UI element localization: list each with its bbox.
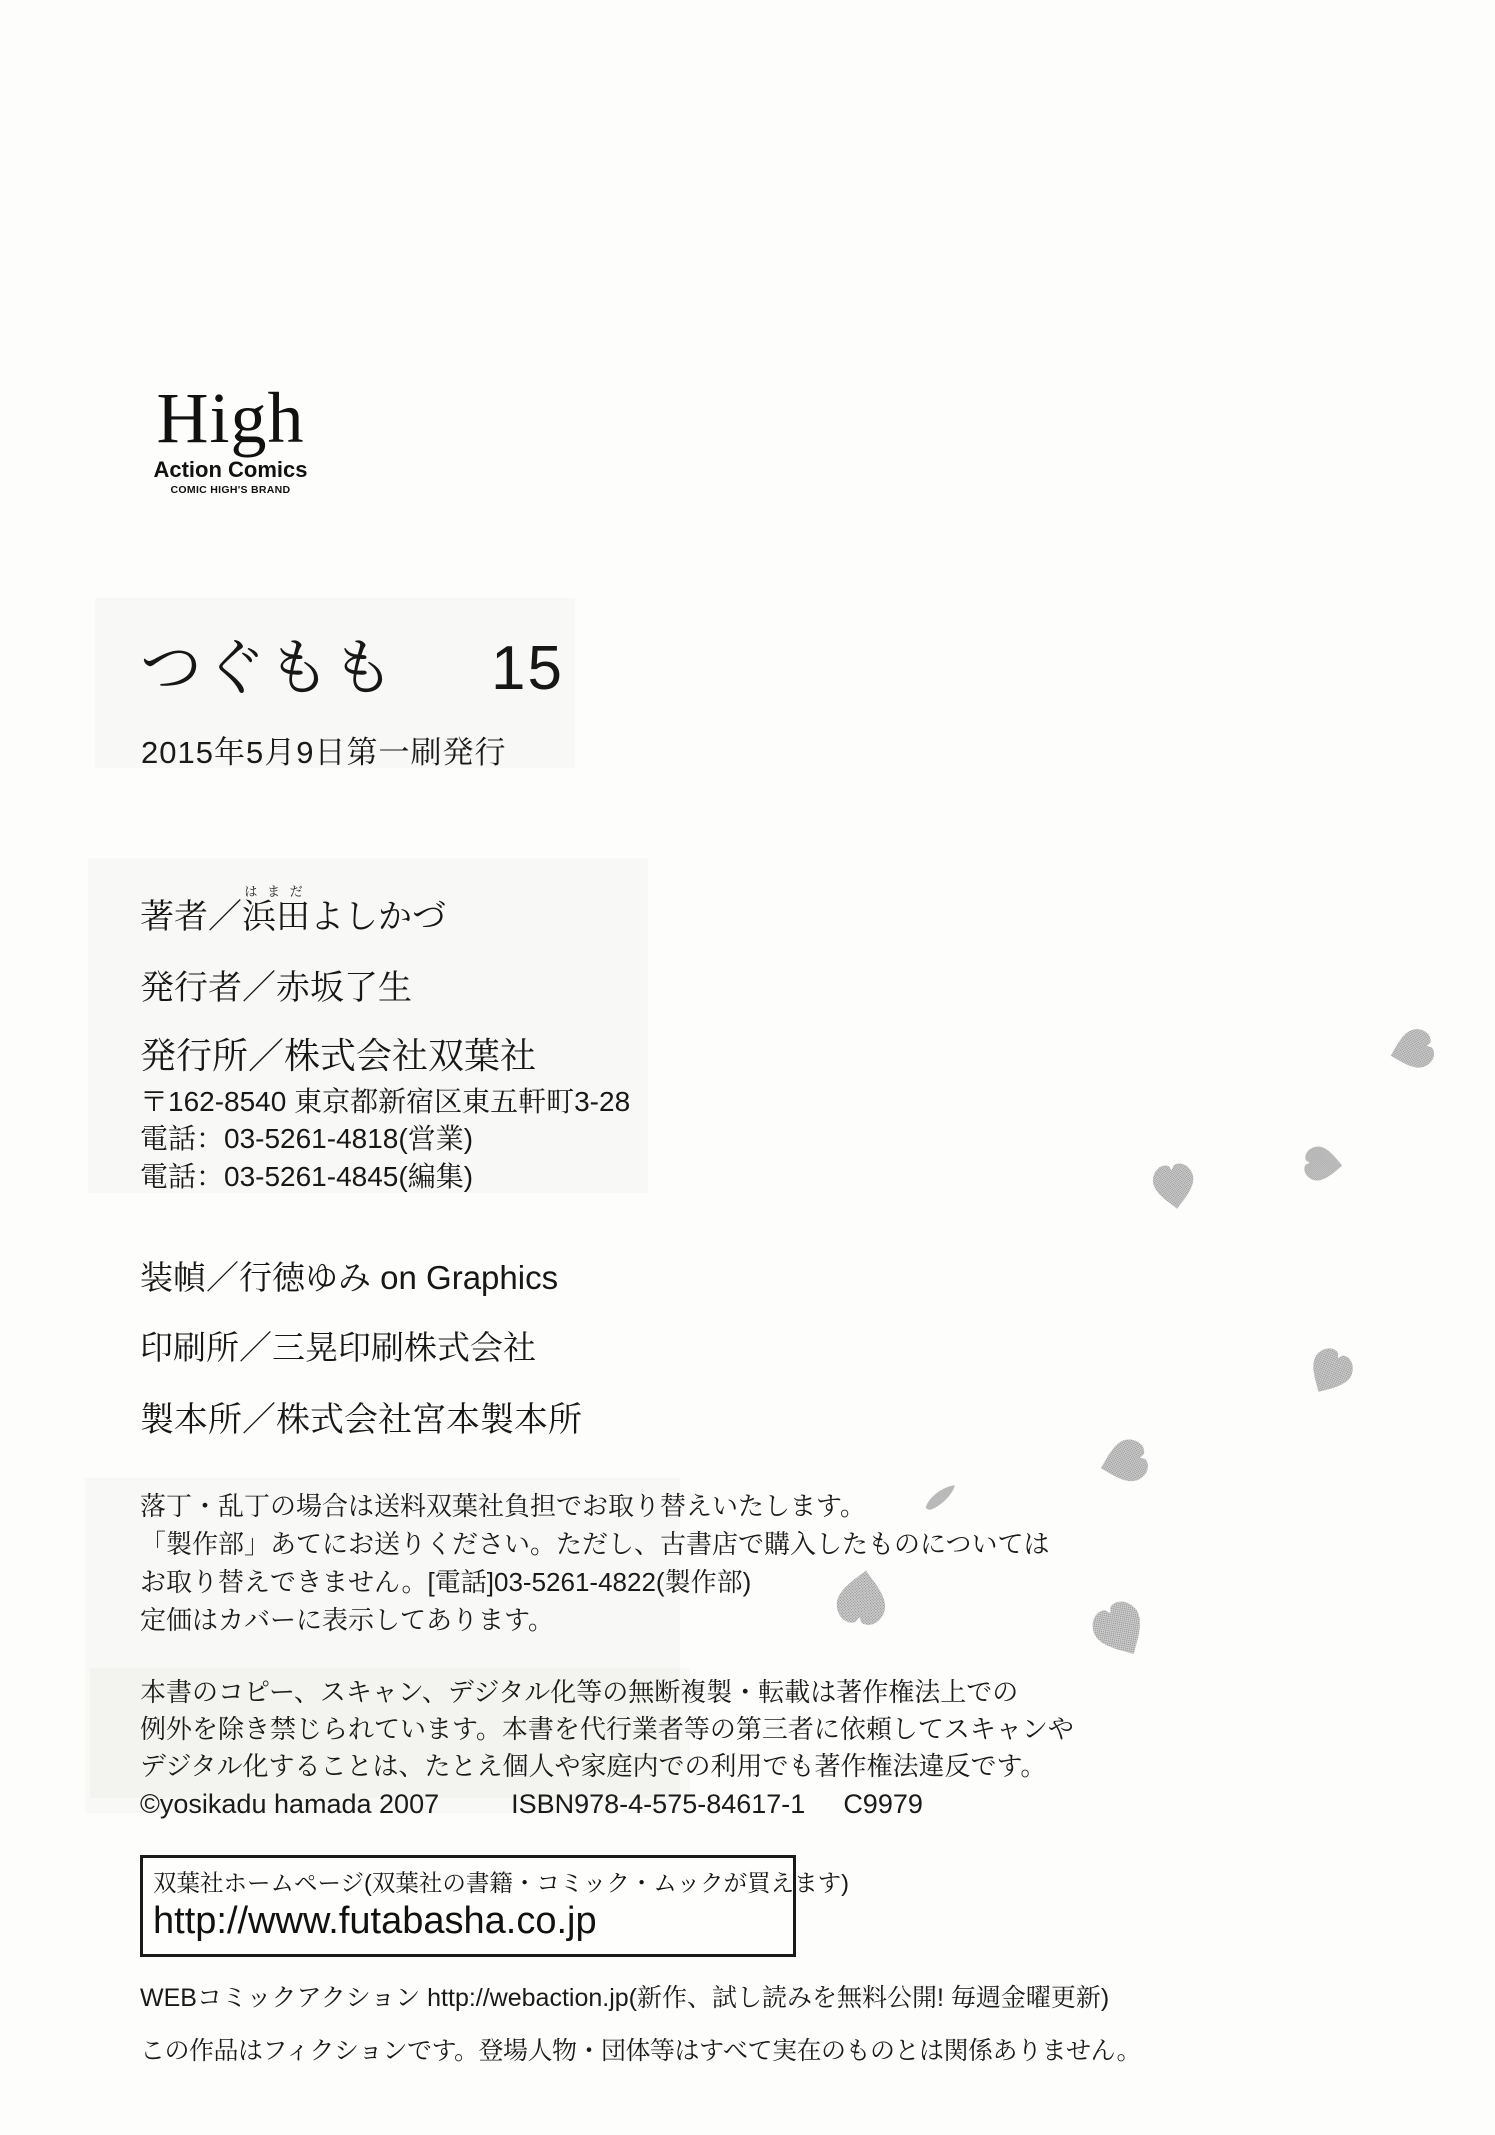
author-name-furigana: はまだ	[242, 884, 310, 899]
web-action-line: WEBコミックアクション http://webaction.jp(新作、試し読みを無料公開! 毎週金曜更新)	[140, 1984, 1110, 2012]
copy-prohibition-line: デジタル化することは、たとえ個人や家庭内での利用でも著作権法違反です。	[140, 1751, 1047, 1781]
fiction-disclaimer: この作品はフィクションです。登場人物・団体等はすべて実在のものとは関係ありません。	[140, 2037, 1142, 2065]
copy-prohibition-notice	[140, 1674, 1074, 1785]
replacement-notice-line: お取り替えできません。[電話]03-5261-4822(製作部)	[140, 1567, 752, 1597]
bindery-line: 製本所／株式会社宮本製本所	[140, 1401, 582, 1439]
c-code: C9979	[843, 1789, 923, 1819]
isbn-number: ISBN978-4-575-84617-1	[511, 1789, 806, 1819]
author-label: 著者／	[140, 898, 242, 936]
copyright-text: ©yosikadu hamada 2007	[140, 1789, 440, 1819]
book-title	[140, 618, 564, 707]
copyright-isbn-line	[140, 1789, 923, 1820]
printer-line: 印刷所／三晃印刷株式会社	[140, 1329, 536, 1366]
author-line	[140, 884, 446, 938]
logo-action-comics-text: Action Comics	[153, 457, 308, 482]
replacement-notice-line: 「製作部」あてにお送りください。ただし、古書店で購入したものについては	[140, 1529, 1050, 1559]
publishing-house-line: 発行所／株式会社双葉社	[140, 1035, 537, 1076]
sakura-petal	[1077, 1585, 1164, 1676]
author-name-ruby	[242, 884, 310, 936]
publisher-person-line: 発行者／赤坂了生	[140, 969, 412, 1007]
homepage-url: http://www.futabasha.co.jp	[153, 1900, 597, 1942]
sakura-petal	[1293, 1333, 1367, 1412]
book-title-name: つぐもも	[140, 634, 397, 703]
print-date: 2015年5月9日第一刷発行	[141, 735, 507, 770]
homepage-box	[140, 1855, 849, 1957]
sakura-petal	[1300, 1135, 1347, 1192]
author-name-kana: よしかづ	[310, 898, 446, 936]
sakura-petal	[1382, 1017, 1443, 1084]
sakura-petal	[1085, 1428, 1162, 1495]
action-comics-logo	[138, 378, 323, 496]
homepage-caption: 双葉社ホームページ(双葉社の書籍・コミック・ムックが買えます)	[153, 1870, 849, 1896]
publisher-address: 〒162-8540 東京都新宿区東五軒町3-28	[140, 1086, 631, 1117]
copy-prohibition-line: 本書のコピー、スキャン、デジタル化等の無断複製・転載は著作権法上での	[140, 1677, 1019, 1707]
sakura-petal	[1144, 1147, 1204, 1225]
copy-prohibition-line: 例外を除き禁じられています。本書を代行業者等の第三者に依頼してスキャンや	[140, 1714, 1074, 1744]
phone-editorial: 電話：03-5261-4845(編集)	[140, 1161, 474, 1192]
replacement-notice	[140, 1487, 1049, 1639]
replacement-notice-line: 定価はカバーに表示してあります。	[140, 1605, 554, 1635]
book-volume-number: 15	[491, 634, 564, 703]
phone-sales: 電話：03-5261-4818(営業)	[140, 1123, 474, 1154]
author-name-kanji: 浜田	[242, 898, 310, 936]
replacement-notice-line: 落丁・乱丁の場合は送料双葉社負担でお取り替えいたします。	[140, 1491, 866, 1521]
design-credit-line: 装幀／行徳ゆみ on Graphics	[140, 1259, 559, 1296]
logo-high-text: High	[156, 378, 305, 458]
logo-brand-text: COMIC HIGH'S BRAND	[170, 484, 291, 496]
